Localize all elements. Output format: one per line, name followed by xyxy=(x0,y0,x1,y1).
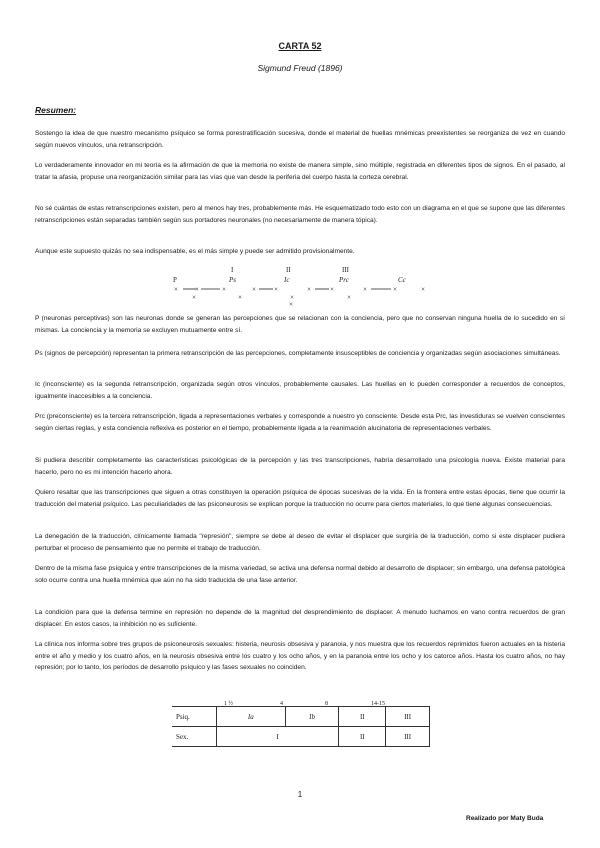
diagram-cross-mark: × xyxy=(347,293,351,302)
diagram-numeral-3: III xyxy=(342,266,349,274)
paragraph: P (neuronas perceptivas) son las neuronas donde se generan las percepciones que se relacionan con la conciencia, pero que no conservan ninguna huella de lo sucedido en sí mismas. La conciencia y la memoria se excluyen mutuamente entre sí. xyxy=(35,315,565,334)
diagram-label-cc: Cc xyxy=(398,276,406,284)
paragraph: No sé cuántas de estas retranscripciones existen, pero al menos hay tres, probablemente más. He esquematizado todo esto con un diagrama en el que se supone que las diferentes retranscripciones están separadas también según sus portadores neuronales (no necesariamente de manera tópica). xyxy=(35,205,566,224)
document-title: CARTA 52 xyxy=(278,41,322,51)
paragraph: Si pudiera describir completamente las características psicológicas de la percepción y las tres transcripciones, habría desarrollado una psicología nueva. Existe material para hacerlo, pero no es mi intención hacerlo ahora. xyxy=(35,457,565,476)
paragraph: La clínica nos informa sobre tres grupos de psiconeurosis sexuales: histeria, neurosis obsesiva y paranoia, y nos muestra que los recuerdos reprimidos fueron actuales en la histeria entre el año y medio y los cuatro años, en la neurosis obsesiva entre los cuatro y los ocho años, y en la paranoia entre los ocho y los catorce años. Hasta los cuatro años, no hay represión; por lo tanto, los períodos de desarrollo psíquico y las fases sexuales no coinciden. xyxy=(35,641,565,671)
row-label: Psiq. xyxy=(172,707,216,727)
diagram-cross-mark: × xyxy=(238,293,242,302)
diagram-cross-mark: × xyxy=(252,285,256,294)
diagram-label-prc: Prc xyxy=(339,276,349,284)
document-author: Sigmund Freud (1896) xyxy=(257,63,343,73)
paragraph: Prc (preconsciente) es la tercera retranscripción, ligada a representaciones verbales y corresponde a nuestro yo consciente. Desde esta Prc, las investiduras se vuelven conscientes según ciertas reglas, y esta conciencia reflexiva es posterior en el tiempo, probablemente ligada a la reanimación alucinatoria de representaciones verbales. xyxy=(35,413,565,432)
table-cell: III xyxy=(386,727,430,747)
age-label: 14-15 xyxy=(371,701,385,707)
diagram-numeral-1: I xyxy=(231,266,234,274)
paragraph: Dentro de la misma fase psíquica y entre transcripciones de la misma variedad, se activa una defensa normal debido al desarrollo de displacer; sin embargo, una defensa patológica solo ocurre contra una huella mnémica que aún no ha sido traducida de una fase anterior. xyxy=(35,565,565,584)
table-cell: Ia xyxy=(216,707,285,727)
diagram-label-ic: Ic xyxy=(284,276,290,284)
paragraph: Ps (signos de percepción) representan la primera retranscripción de las percepciones, completamente insusceptibles de conciencia y organizadas según asociaciones simultáneas. xyxy=(35,350,561,357)
diagram-cross-mark: × xyxy=(274,285,278,294)
paragraph: Aunque este supuesto quizás no sea indispensable, es el más simple y puede ser admitido provisionalmente. xyxy=(35,248,355,255)
age-label: 1 ½ xyxy=(224,701,233,707)
diagram-cross-mark: × xyxy=(330,285,334,294)
age-label: 4 xyxy=(280,701,283,707)
diagram-cross-mark: × xyxy=(421,285,425,294)
development-table xyxy=(172,706,430,747)
age-label: 8 xyxy=(325,701,328,707)
diagram-cross-mark: × xyxy=(307,285,311,294)
paragraph: Lo verdaderamente innovador en mi teoría es la afirmación de que la memoria no existe de manera simple, sino múltiple, registrada en diferentes tipos de signos. En el pasado, al tratar la afasia, propuse una reorganización similar para las vías que van desde la periferia del cuerpo hasta la corteza cerebral. xyxy=(35,162,565,181)
diagram-cross-mark: × xyxy=(192,293,196,302)
paragraph: La condición para que la defensa termine en represión no depende de la magnitud del desprendimiento de displacer. A menudo luchamos en vano contra recuerdos de gran displacer. En estos casos, la inhibición no es suficiente. xyxy=(35,609,565,628)
memory-diagram xyxy=(165,264,445,308)
table-cell: Ib xyxy=(285,707,339,727)
paragraph: Sostengo la idea de que nuestro mecanismo psíquico se forma porestratificación sucesiva, donde el material de huellas mnémicas preexistentes se reorganiza de vez en cuando según nuevos vínculos, una retranscripción. xyxy=(35,130,565,149)
row-label: Sex. xyxy=(172,727,216,747)
table-row xyxy=(172,707,430,727)
diagram-cross-mark: × xyxy=(289,300,293,308)
paragraph: La denegación de la traducción, clínicamente llamada "represión", siempre se debe al deseo de evitar el displacer que surgiría de la traducción, como si este displacer pudiera perturbar el proceso de pensamiento que no permite el trabajo de traducción. xyxy=(35,533,565,552)
section-heading-resumen: Resumen: xyxy=(35,105,77,115)
diagram-cross-mark: × xyxy=(174,285,178,294)
diagram-cross-mark: × xyxy=(290,293,294,302)
diagram-cross-mark: × xyxy=(363,285,367,294)
diagram-cross-mark: × xyxy=(393,285,397,294)
table-cell: II xyxy=(339,707,386,727)
diagram-numeral-2: II xyxy=(286,266,291,274)
table-cell: I xyxy=(216,727,339,747)
table-cell: II xyxy=(339,727,386,747)
table-cell: III xyxy=(386,707,430,727)
page-number: 1 xyxy=(297,790,303,799)
diagram-label-ps: Ps xyxy=(229,276,236,284)
diagram-cross-mark: × xyxy=(222,285,226,294)
diagram-cross-mark: × xyxy=(195,285,199,294)
table-row xyxy=(172,727,430,747)
paragraph: Ic (inconsciente) es la segunda retranscripción, organizada según otros vínculos, probablemente causales. Las huellas en Ic pueden corresponder a recuerdos de conceptos, igualmente inaccesibles a la conciencia. xyxy=(35,381,565,400)
footer-credit: Realizado por Maty Buda xyxy=(466,815,544,822)
diagram-label-p: P xyxy=(173,276,177,284)
paragraph: Quiero resaltar que las transcripciones que siguen a otras constituyen la operación psíquica de épocas sucesivas de la vida. En la frontera entre estas épocas, tiene que ocurrir la traducción del material psíquico. Las peculiaridades de las psiconeurosis se explican porque la traducción no ocurre para ciertos materiales, lo que tiene algunas consecuencias. xyxy=(35,489,565,508)
